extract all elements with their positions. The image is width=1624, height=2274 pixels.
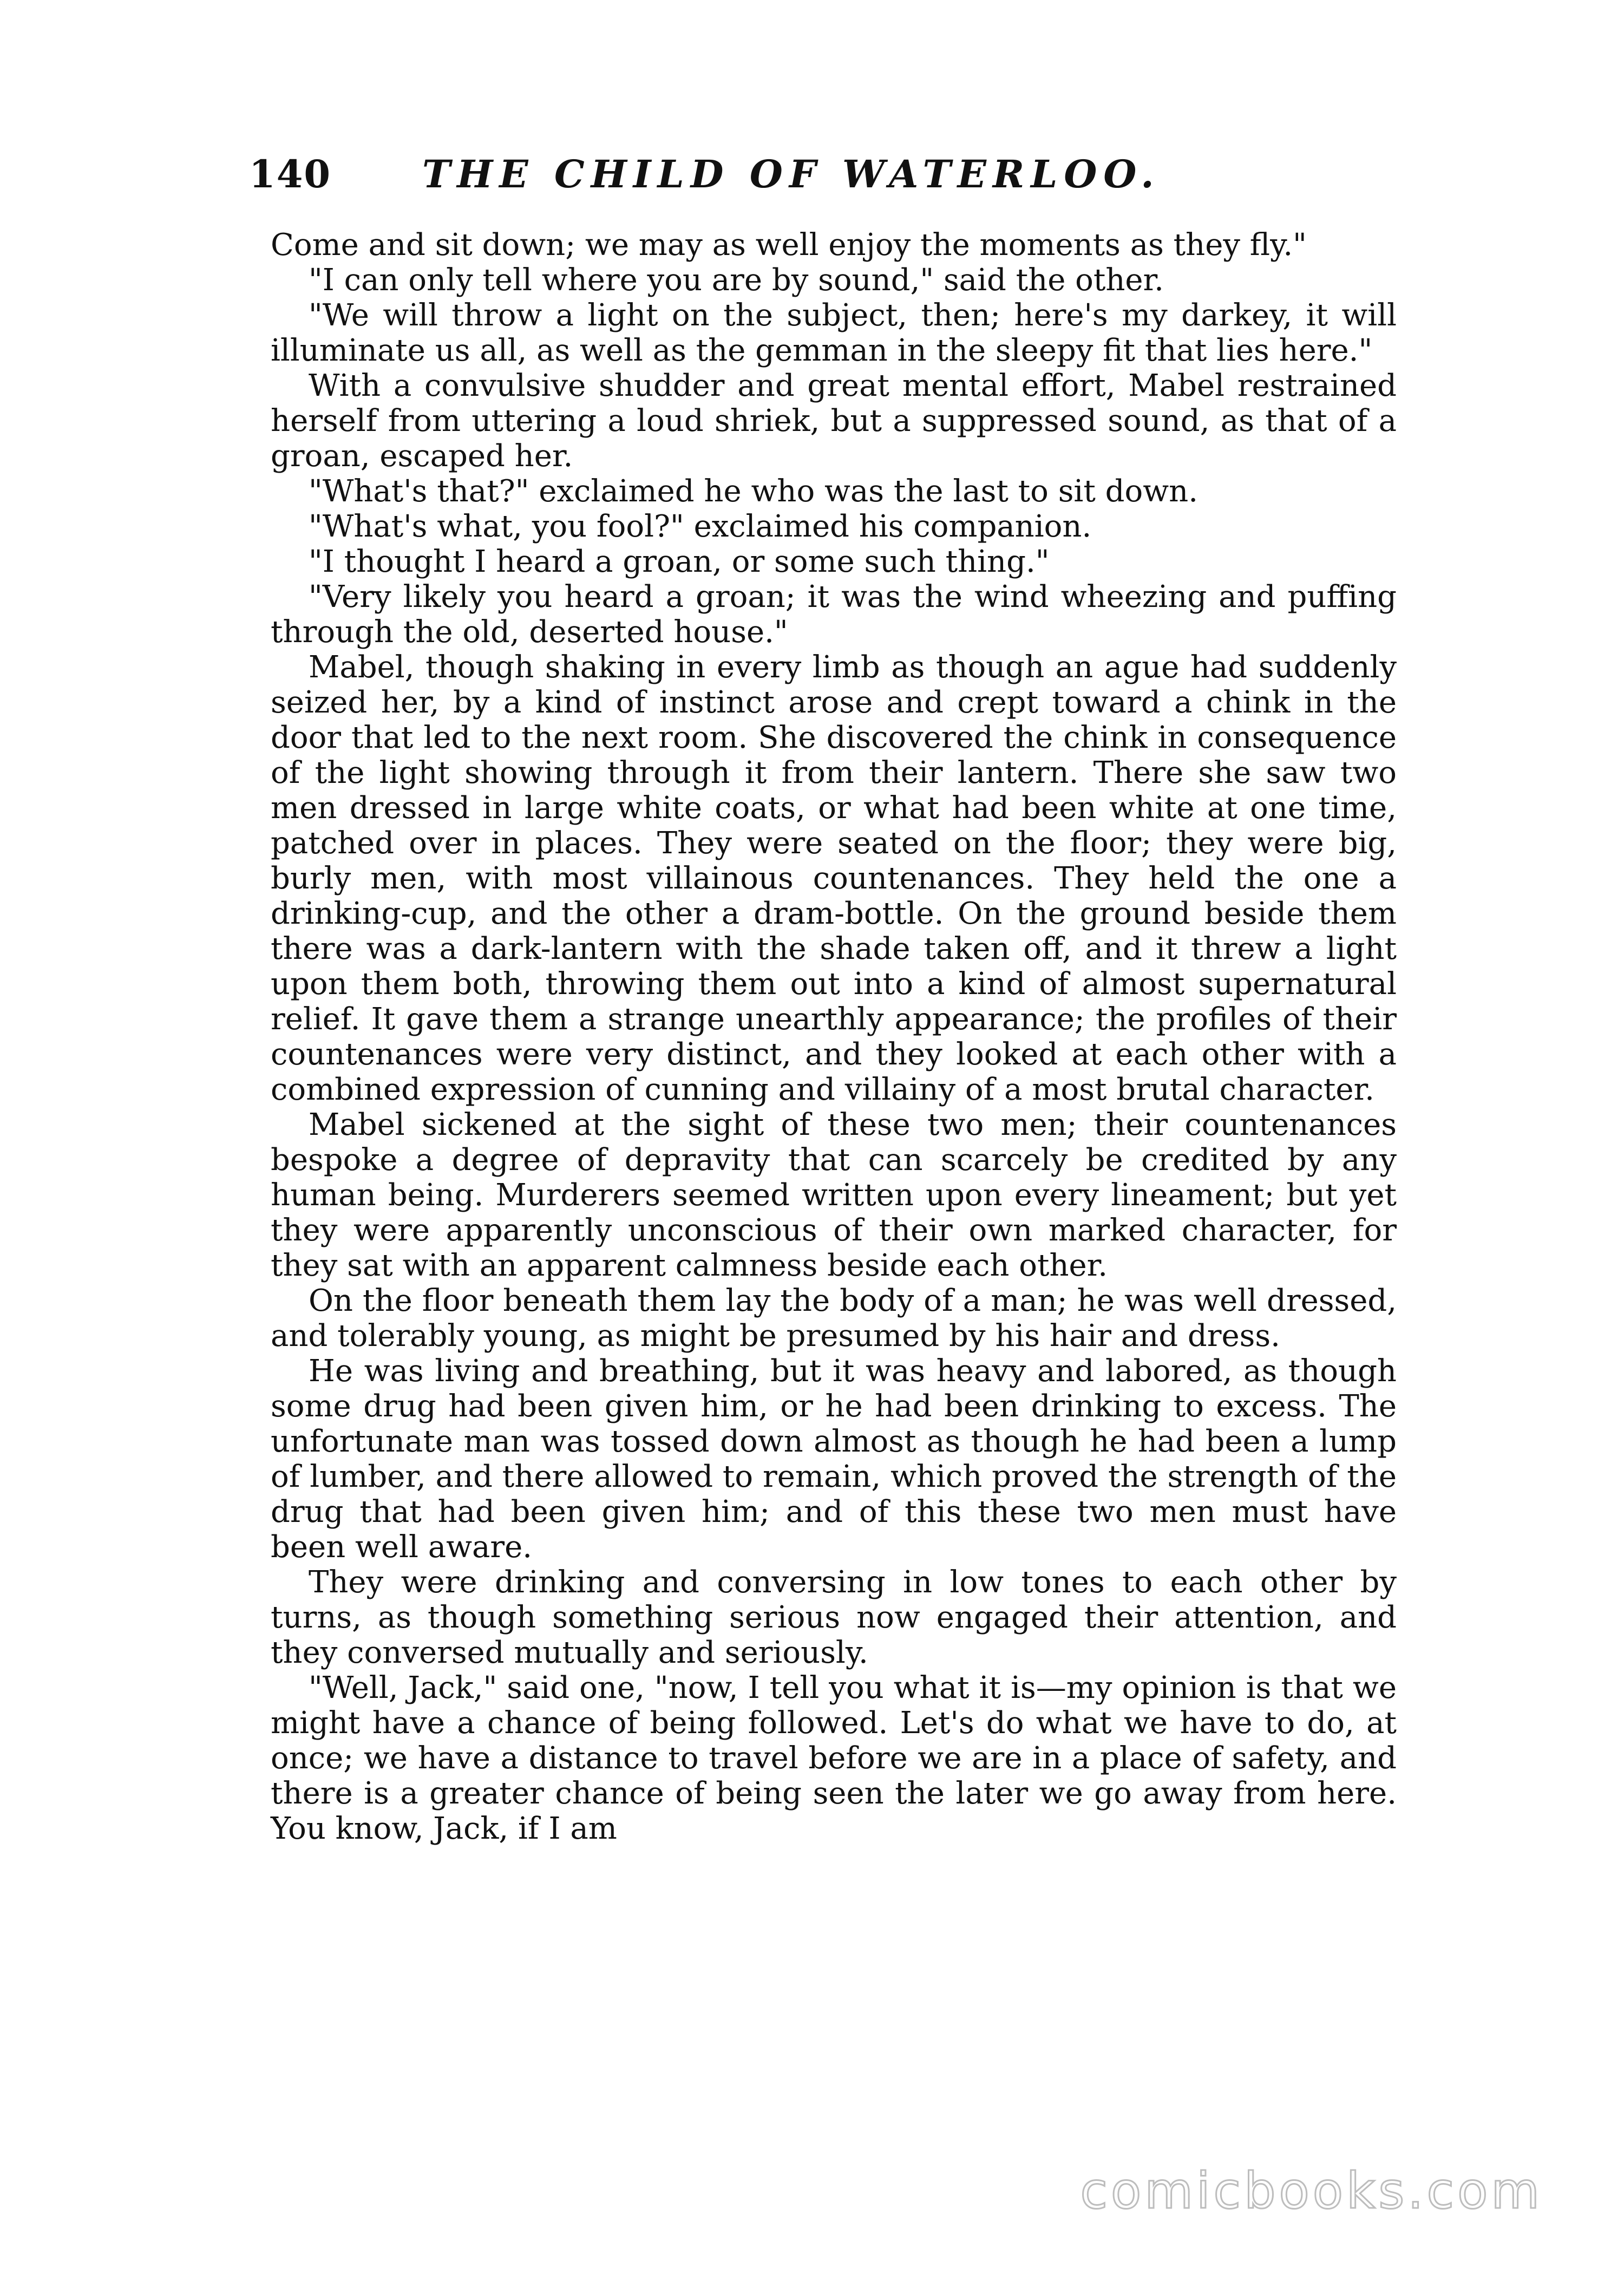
paragraph: "Very likely you heard a groan; it was the wind wheezing and puffing through the old, deserted house." xyxy=(271,579,1397,650)
running-title: THE CHILD OF WATERLOO. xyxy=(422,152,1161,197)
paragraph: They were drinking and conversing in low tones to each other by turns, as though something serious now engaged their attention, and they conversed mutually and seriously. xyxy=(271,1565,1397,1670)
paragraph: "I can only tell where you are by sound," said the other. xyxy=(309,263,1164,298)
paragraph: Mabel sickened at the sight of these two men; their countenances bespoke a degree of depravity that can scarcely be credited by any human being. Murderers seemed written upon every lineament; but yet they were apparently unconscious of their own marked character, for they sat with an apparent calmness beside each other. xyxy=(271,1107,1397,1283)
paragraph: Come and sit down; we may as well enjoy the moments as they fly." xyxy=(271,227,1307,263)
paragraph: He was living and breathing, but it was heavy and labored, as though some drug had been given him, or he had been drinking to excess. The unfortunate man was tossed down almost as though he had been a lump of lumber, and there allowed to remain, which proved the strength of the drug that had been given him; and of this these two men must have been well aware. xyxy=(271,1354,1397,1565)
paragraph: On the floor beneath them lay the body of a man; he was well dressed, and tolerably young, as might be presumed by his hair and dress. xyxy=(271,1283,1397,1354)
paragraph: "I thought I heard a groan, or some such thing." xyxy=(309,544,1050,579)
paragraph: "Well, Jack," said one, "now, I tell you what it is—my opinion is that we might have a chance of being followed. Let's do what we have to do, at once; we have a distance to travel before we are in a place of safety, and there is a greater chance of being seen the later we go away from here. You know, Jack, if I am xyxy=(271,1670,1397,1846)
page-number: 140 xyxy=(249,152,332,197)
body-text xyxy=(271,227,1397,1846)
paragraph: With a convulsive shudder and great mental effort, Mabel restrained herself from uttering a loud shriek, but a suppressed sound, as that of a groan, escaped her. xyxy=(271,368,1397,474)
paragraph: "What's that?" exclaimed he who was the last to sit down. xyxy=(309,474,1199,509)
running-header xyxy=(249,135,1402,200)
paragraph: Mabel, though shaking in every limb as though an ague had suddenly seized her, by a kind of instinct arose and crept toward a chink in the door that led to the next room. She discovered the chink in consequence of the light showing through it from their lantern. There she saw two men dressed in large white coats, or what had been white at one time, patched over in places. They were seated on the floor; they were big, burly men, with most villainous countenances. They held the one a drinking-cup, and the other a dram-bottle. On the ground beside them there was a dark-lantern with the shade taken off, and it threw a light upon them both, throwing them out into a kind of almost supernatural relief. It gave them a strange unearthly appearance; the profiles of their countenances were very distinct, and they looked at each other with a combined expression of cunning and villainy of a most brutal character. xyxy=(271,650,1397,1107)
watermark: comicbooks.com xyxy=(1080,2162,1543,2220)
paragraph: "What's what, you fool?" exclaimed his companion. xyxy=(309,509,1092,544)
paragraph: "We will throw a light on the subject, then; here's my darkey, it will illuminate us all, as well as the gemman in the sleepy fit that lies here." xyxy=(271,298,1397,368)
